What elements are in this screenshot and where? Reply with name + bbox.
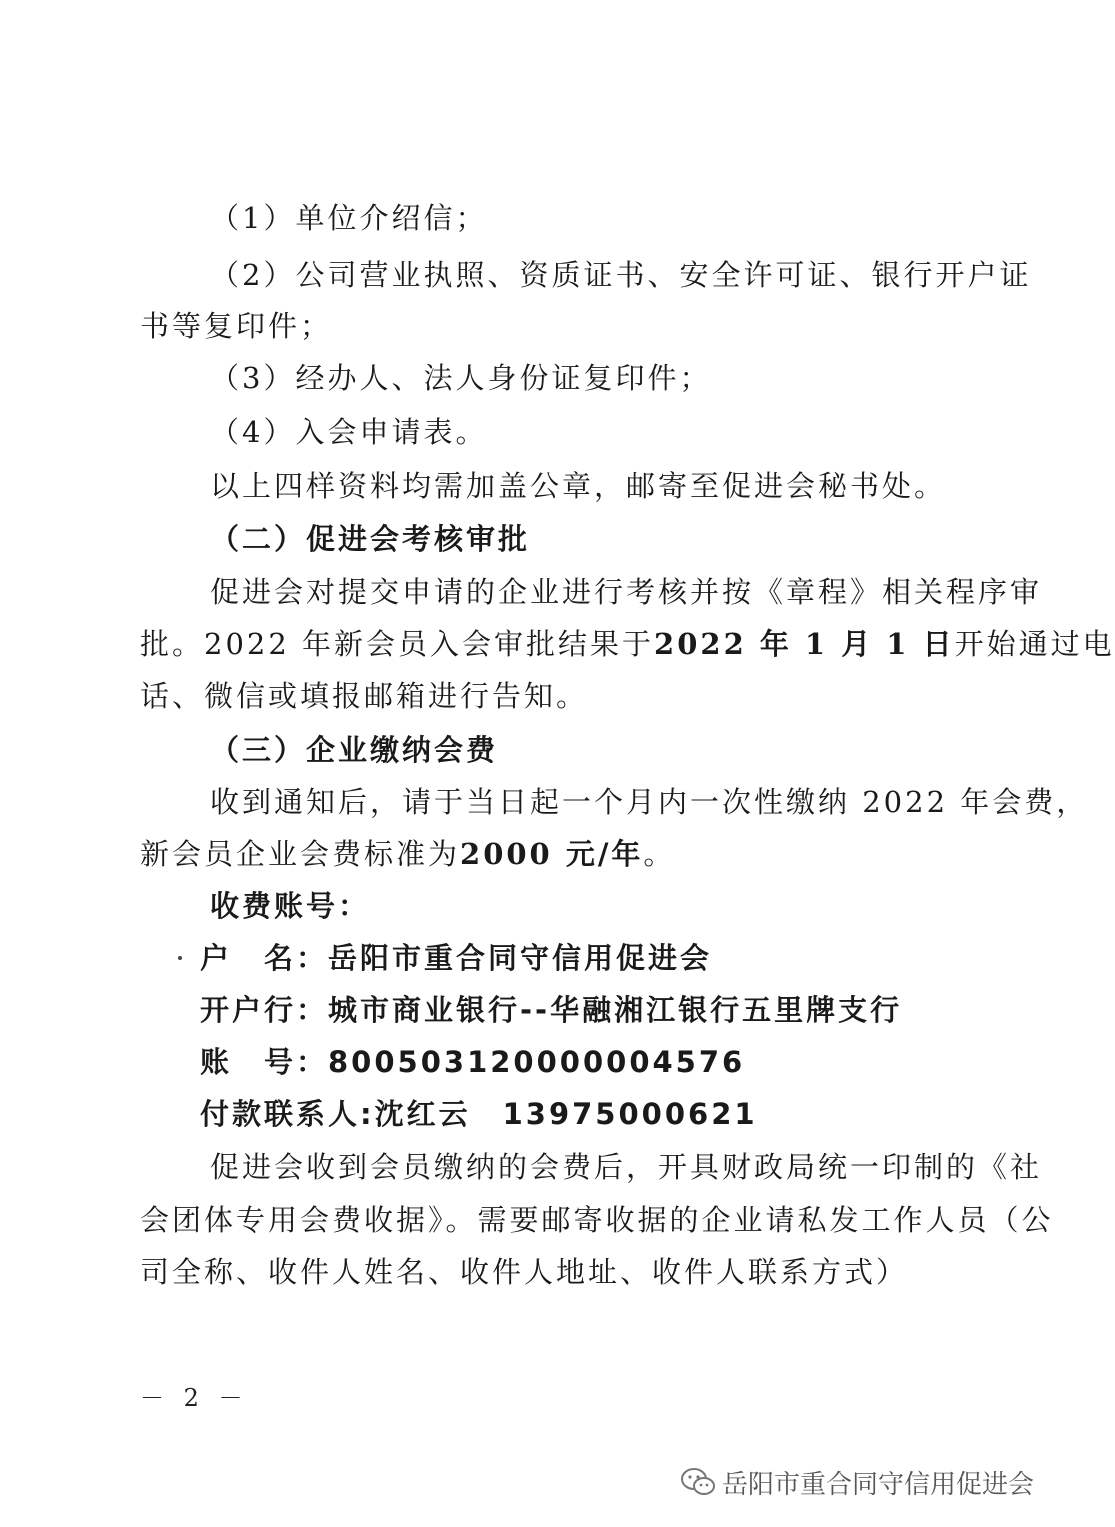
item-3: （3）经办人、法人身份证复印件； [210,361,712,395]
item-2: （2）公司营业执照、资质证书、安全许可证、银行开户证 [210,258,1032,292]
section-heading-3: （三）企业缴纳会费 [210,733,499,767]
page-number: － 2 － [140,1384,249,1412]
paragraph-review: 促进会对提交申请的企业进行考核并按《章程》相关程序审 [210,575,1043,609]
item-1: （1）单位介绍信； [210,201,488,235]
paragraph-receipt: 促进会收到会员缴纳的会费后，开具财政局统一印制的《社 [210,1150,1043,1184]
wechat-watermark [680,1462,1034,1502]
note-paragraph: 以上四样资料均需加盖公章，邮寄至促进会秘书处。 [210,469,947,503]
watermark-text: 岳阳市重合同守信用促进会 [722,1469,1035,1500]
account-title: 收费账号： [210,889,371,923]
fee-text-a: 新会员企业会费标准为 [140,837,461,871]
review-text-a: 批。2022 年新会员入会审批结果于 [140,627,655,661]
scan-speck [178,956,182,960]
review-text-c: 开始通过电 [954,627,1115,661]
paragraph-review-end: 话、微信或填报邮箱进行告知。 [140,679,589,713]
fee-amount: 2000 元/年 [460,837,644,871]
account-bank: 开户行：城市商业银行--华融湘江银行五里牌支行 [200,993,903,1027]
fee-text-c: 。 [643,837,676,871]
payment-contact: 付款联系人:沈红云 13975000621 [200,1097,758,1131]
paragraph-fee: 收到通知后，请于当日起一个月内一次性缴纳 2022 年会费， [210,785,1089,819]
account-number: 账 号：800503120000004576 [200,1045,746,1079]
wechat-icon [680,1467,716,1497]
paragraph-receipt-cont: 会团体专用会费收据》。需要邮寄收据的企业请私发工作人员（公 [140,1203,1054,1237]
item-4: （4）入会申请表。 [210,415,488,449]
item-2-cont: 书等复印件； [140,309,333,343]
paragraph-fee-cont [140,834,675,874]
paragraph-receipt-end: 司全称、收件人姓名、收件人地址、收件人联系方式） [140,1255,909,1289]
paragraph-review-cont [140,624,1115,664]
review-date: 2022 年 1 月 1 日 [654,627,955,661]
section-heading-2: （二）促进会考核审批 [210,522,531,556]
account-name: 户 名：岳阳市重合同守信用促进会 [200,941,713,975]
